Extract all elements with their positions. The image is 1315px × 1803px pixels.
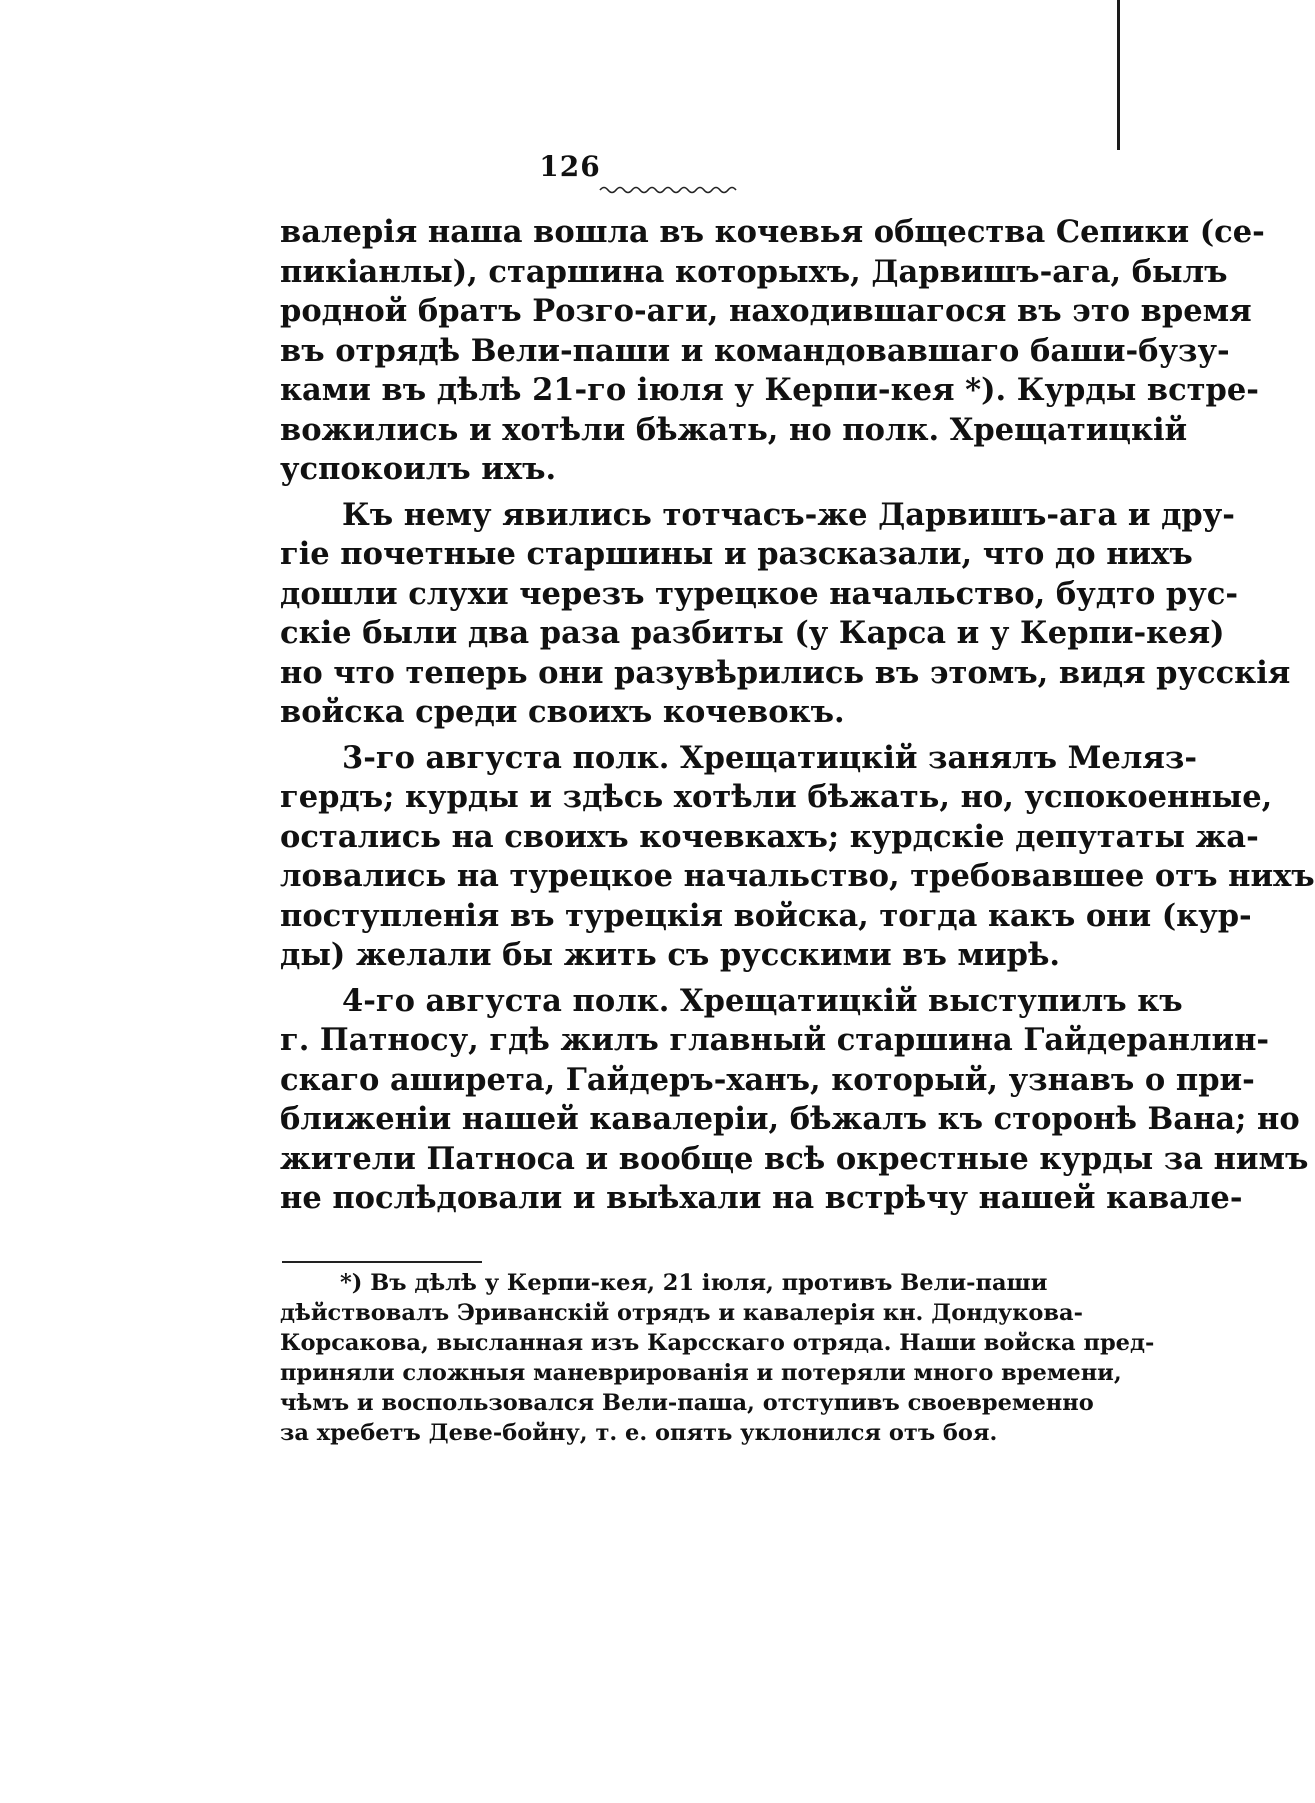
paragraph-4	[280, 982, 1309, 1219]
footnote-line: Корсакова, высланная изъ Карсскаго отряда. Наши войска пред-	[280, 1330, 1155, 1356]
text-line: жители Патноса и вообще всѣ окрестные курды за нимъ	[280, 1140, 1309, 1177]
footnote-line: *) Въ дѣлѣ у Керпи-кея, 21 іюля, противъ Вели-паши	[340, 1270, 1048, 1296]
wavy-ornament	[600, 184, 740, 196]
footnote-line: дѣйствовалъ Эриванскій отрядъ и кавалерія кн. Дондукова-	[280, 1300, 1083, 1326]
text-line: родной братъ Розго-аги, находившагося въ это время	[280, 293, 1252, 329]
scan-edge-line	[1117, 0, 1120, 150]
text-line: ловались на турецкое начальство, требовавшее отъ нихъ	[280, 858, 1315, 894]
text-line: скаго аширета, Гайдеръ-ханъ, который, узнавъ о при-	[280, 1061, 1255, 1098]
text-line: пикіанлы), старшина которыхъ, Дарвишъ-ага, былъ	[280, 253, 1228, 290]
footnote	[280, 1268, 1155, 1448]
footnote-divider	[282, 1261, 482, 1263]
text-line: въ отрядѣ Вели-паши и командовавшаго баши-бузу-	[280, 332, 1230, 369]
text-line: вожились и хотѣли бѣжать, но полк. Хрещатицкій	[280, 411, 1188, 448]
main-text	[280, 213, 1315, 1219]
text-line: гердъ; курды и здѣсь хотѣли бѣжать, но, успокоенные,	[280, 779, 1273, 815]
text-line: поступленія въ турецкія войска, тогда какъ они (кур-	[280, 897, 1252, 934]
footnote-line: приняли сложныя маневрированія и потеряли много времени,	[280, 1360, 1122, 1386]
text-line: г. Патносу, гдѣ жилъ главный старшина Гайдеранлин-	[280, 1022, 1270, 1058]
text-line: остались на своихъ кочевкахъ; курдскіе депутаты жа-	[280, 818, 1259, 855]
footnote-line: за хребетъ Деве-бойну, т. е. опять уклонился отъ боя.	[280, 1420, 998, 1446]
text-line: гіе почетные старшины и разсказали, что до нихъ	[280, 536, 1193, 572]
text-line: но что теперь они разувѣрились въ этомъ, видя русскія	[280, 654, 1291, 691]
paragraph-1	[280, 213, 1265, 490]
text-line: ками въ дѣлѣ 21-го іюля у Керпи-кея *). Курды встре-	[280, 372, 1259, 408]
text-line: дошли слухи черезъ турецкое начальство, будто рус-	[280, 575, 1238, 612]
page-number: 126	[539, 150, 601, 183]
paragraph-3	[280, 739, 1315, 976]
text-line: скіе были два раза разбиты (у Карса и у Керпи-кея)	[280, 615, 1225, 651]
text-line: успокоилъ ихъ.	[280, 451, 557, 487]
paragraph-2	[280, 496, 1291, 733]
text-line: ды) желали бы жить съ русскими въ мирѣ.	[280, 937, 1061, 973]
text-line: ближеніи нашей кавалеріи, бѣжалъ къ сторонѣ Вана; но	[280, 1101, 1300, 1137]
text-line: Къ нему явились тотчасъ-же Дарвишъ-ага и дру-	[342, 496, 1235, 533]
footnote-line: чѣмъ и воспользовался Вели-паша, отступивъ своевременно	[280, 1390, 1094, 1416]
text-line: 3-го августа полк. Хрещатицкій занялъ Меляз-	[342, 739, 1197, 776]
text-line: не послѣдовали и выѣхали на встрѣчу нашей кавале-	[280, 1180, 1243, 1216]
text-line: 4-го августа полк. Хрещатицкій выступилъ къ	[342, 982, 1183, 1019]
text-line: валерія наша вошла въ кочевья общества Сепики (се-	[280, 214, 1265, 250]
text-line: войска среди своихъ кочевокъ.	[280, 694, 845, 730]
